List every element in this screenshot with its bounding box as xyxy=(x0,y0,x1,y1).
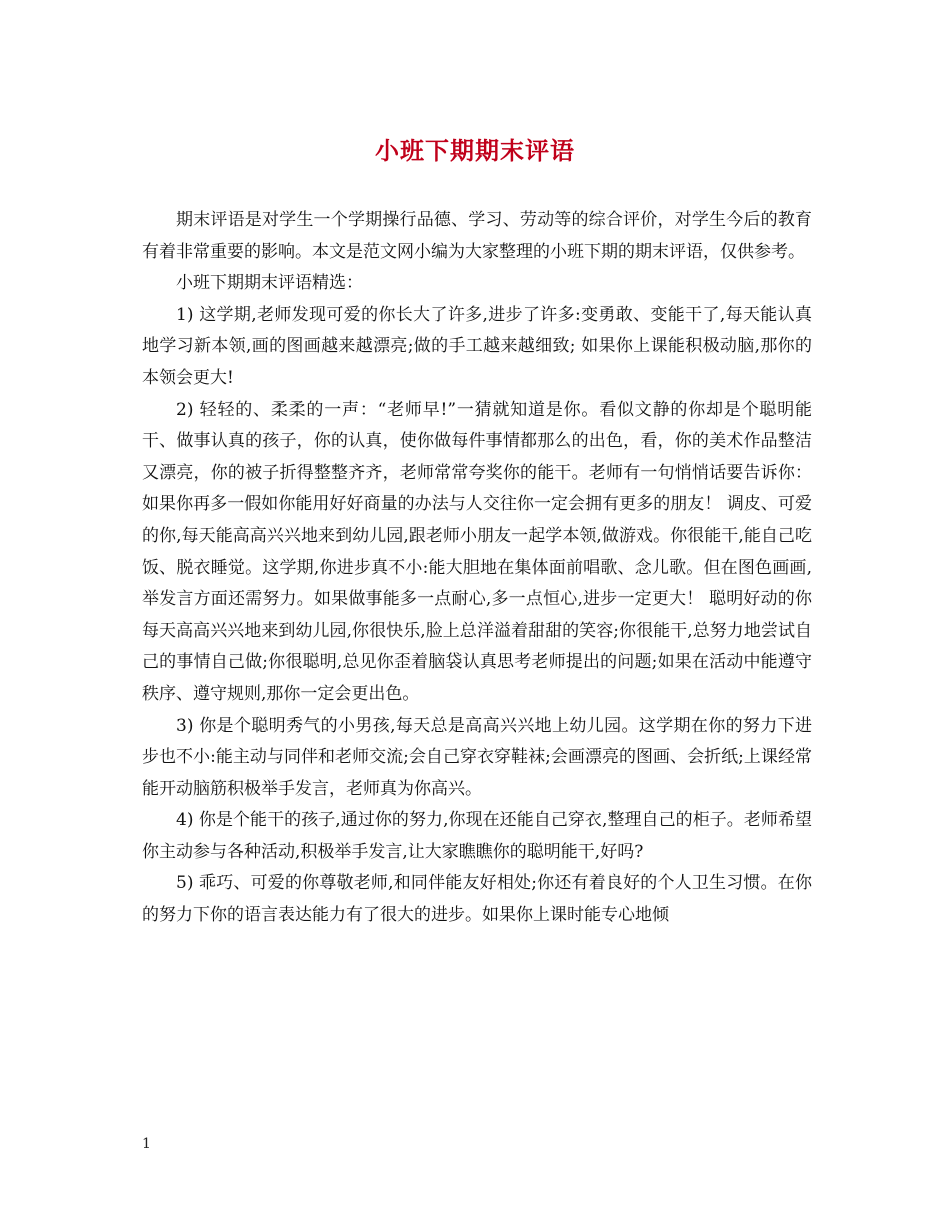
document-body xyxy=(142,205,812,932)
paragraph-comment-5: 5) 乖巧、可爱的你尊敬老师,和同伴能友好相处;你还有着良好的个人卫生习惯。在你的努力下你的语言表达能力有了很大的进步。如果你上课时能专心地倾 xyxy=(142,873,812,926)
paragraph-comment-1: 1) 这学期,老师发现可爱的你长大了许多,进步了许多:变勇敢、变能干了,每天能认真地学习新本领,画的图画越来越漂亮;做的手工越来越细致; 如果你上课能积极动脑,那你的本领会更大! xyxy=(142,304,812,388)
page-number: 1 xyxy=(142,1136,151,1152)
paragraph-intro: 期末评语是对学生一个学期操行品德、学习、劳动等的综合评价，对学生今后的教育有着非常重要的影响。本文是范文网小编为大家整理的小班下期的期末评语，仅供参考。 xyxy=(142,210,812,262)
paragraph-comment-4: 4) 你是个能干的孩子,通过你的努力,你现在还能自己穿衣,整理自己的柜子。老师希望你主动参与各种活动,积极举手发言,让大家瞧瞧你的聪明能干,好吗? xyxy=(142,810,812,862)
paragraph-section-heading: 小班下期期末评语精选： xyxy=(176,273,363,294)
paragraph-comment-2: 2) 轻轻的、柔柔的一声：“老师早!”一猜就知道是你。看似文静的你却是个聪明能干、做事认真的孩子，你的认真，使你做每件事情都那么的出色，看，你的美术作品整洁又漂亮，你的被子折得整整齐齐，老师常常夸奖你的能干。老师有一句悄悄话要告诉你：如果你再多一假如你能用好好商量的办法与人交往你一定会拥有更多的朋友！ 调皮、可爱的你,每天能高高兴兴地来到幼儿园,跟老师小朋友一起学本领,做游戏。你很能干,能自己吃饭、脱衣睡觉。这学期,你进步真不小:能大胆地在集体面前唱歌、念儿歌。但在图色画画,举发言方面还需努力。如果做事能多一点耐心,多一点恒心,进步一定更大！ 聪明好动的你每天高高兴兴地来到幼儿园,你很快乐,脸上总洋溢着甜甜的笑容;你很能干,总努力地尝试自己的事情自己做;你很聪明,总见你歪着脑袋认真思考老师提出的问题;如果在活动中能遵守秩序、遵守规则,那你一定会更出色。 xyxy=(142,399,812,704)
page-title: 小班下期期末评语 xyxy=(375,136,575,165)
paragraph-comment-3: 3) 你是个聪明秀气的小男孩,每天总是高高兴兴地上幼儿园。这学期在你的努力下进步也不小:能主动与同伴和老师交流;会自己穿衣穿鞋袜;会画漂亮的图画、会折纸;上课经常能开动脑筋积极举手发言，老师真为你高兴。 xyxy=(142,715,812,799)
